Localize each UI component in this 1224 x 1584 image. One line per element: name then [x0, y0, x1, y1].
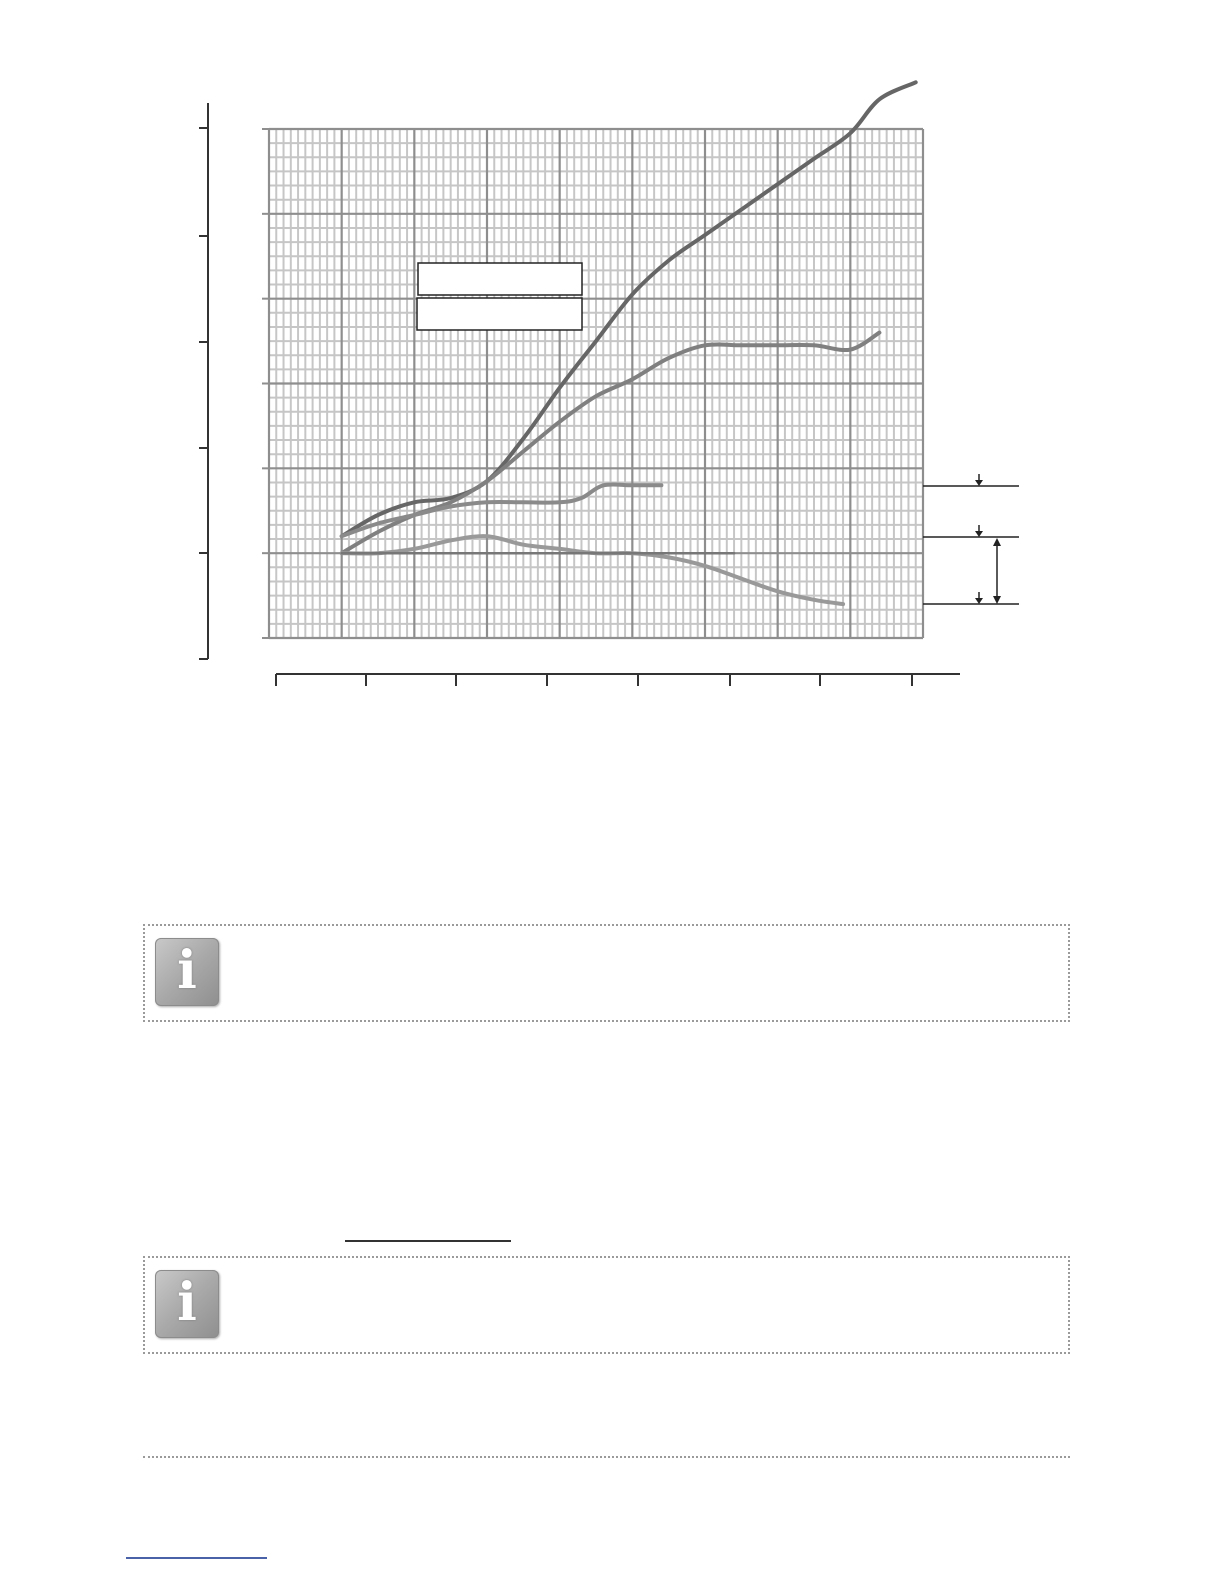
marker-line-2-arrow-arrowhead [975, 531, 983, 537]
info-glyph: i [177, 1272, 197, 1333]
info-icon [155, 938, 219, 1006]
info-note-2 [143, 1256, 1070, 1354]
dimension-arrow-down-head [993, 596, 1001, 604]
info-note-1 [143, 924, 1070, 1022]
marker-line-1-arrow-arrowhead [975, 480, 983, 486]
right-markers [923, 474, 1019, 604]
page-link-underline [126, 1557, 267, 1559]
underline-rule [345, 1240, 511, 1242]
dimension-arrow-up-head [993, 538, 1001, 546]
footer-rule [143, 1456, 1070, 1458]
info-glyph: i [177, 940, 197, 1001]
line-chart [0, 0, 1224, 720]
series-line-4 [342, 536, 843, 604]
info-icon [155, 1270, 219, 1338]
legend-box-1 [418, 263, 582, 295]
marker-line-3-arrow-arrowhead [975, 598, 983, 604]
legend-boxes [417, 263, 582, 330]
legend-box-2 [417, 298, 582, 330]
